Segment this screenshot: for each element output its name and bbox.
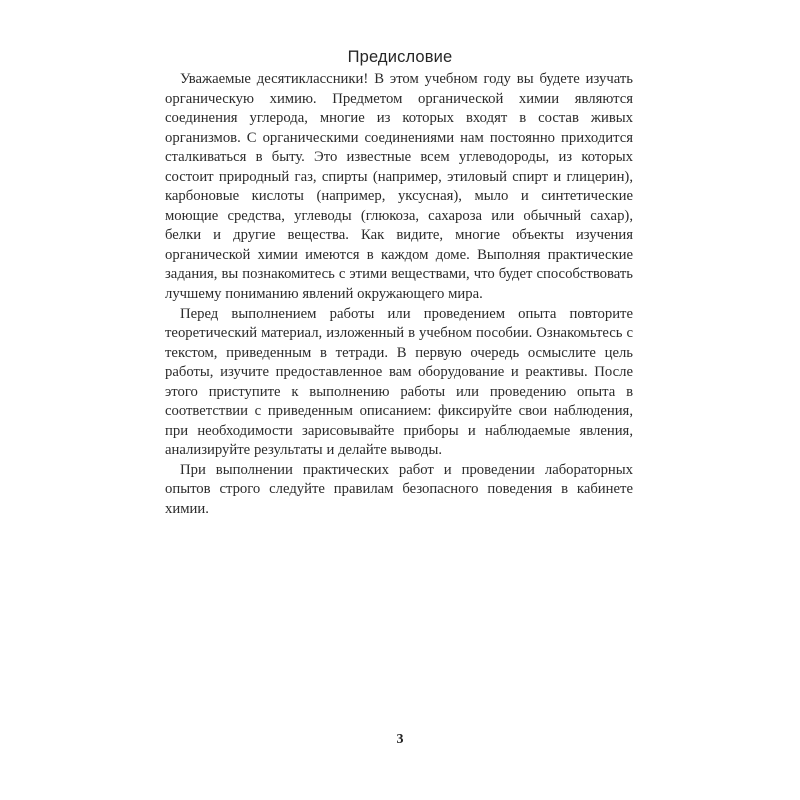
paragraph-2: Перед выполнением работы или проведением опыта повторите теоретический материал, изложенный в учебном пособии. Ознакомьтесь с текстом, приведенным в тетради. В первую очередь осмыслите цель работы, изучите предоставленное вам оборудование и реактивы. После этого приступите к выполнению работы или проведению опыта в соответствии с приведенным описанием: фиксируйте свои наблюдения, при необходимости зарисовывайте приборы и наблюдаемые явления, анализируйте результаты и делайте выводы. <box>165 305 633 459</box>
body-text-column <box>165 70 633 520</box>
paragraph-1: Уважаемые десятиклассники! В этом учебном году вы будете изучать органическую химию. Предметом органической химии являются соединения углерода, многие из которых входят в состав живых организмов. С органическими соединениями нам постоянно приходится сталкиваться в быту. Это известные всем углеводороды, из которых состоит природный газ, спирты (например, этиловый спирт и глицерин), карбоновые кислоты (например, уксусная), мыло и синтетические моющие средства, углеводы (глюкоза, сахароза или обычный сахар), белки и другие вещества. Как видите, многие объекты изучения органической химии имеются в каждом доме. Выполняя практические задания, вы познакомитесь с этими веществами, что будет способствовать лучшему пониманию явлений окружающего мира. <box>165 71 633 303</box>
paragraph-3: При выполнении практических работ и проведении лабораторных опытов строго следуйте правилам безопасного поведения в кабинете химии. <box>165 461 633 518</box>
page-number-folio: 3 <box>396 732 404 747</box>
page-title: Предисловие <box>347 48 453 66</box>
